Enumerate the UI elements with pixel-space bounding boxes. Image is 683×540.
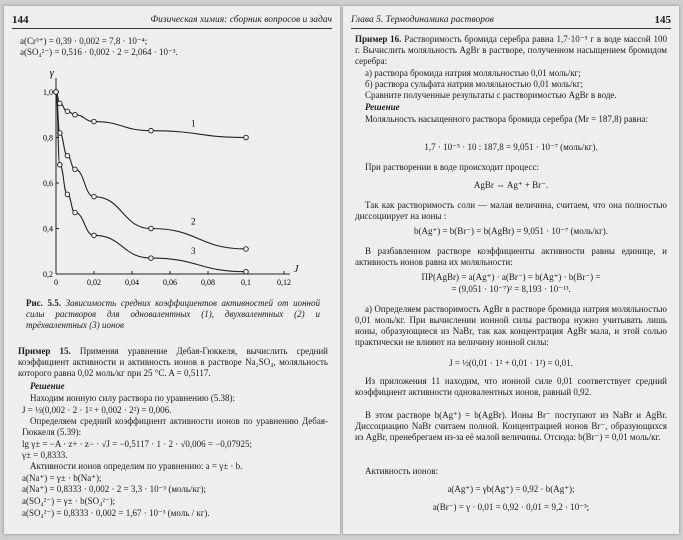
x-tick-label: 0 <box>54 278 58 287</box>
right-page-number: 145 <box>654 14 671 26</box>
right-f1: 1,7 · 10⁻⁵ · 10 : 187,8 = 9,051 · 10⁻⁷ (моль/кг). <box>424 142 598 152</box>
x-tick-label: 0,1 <box>241 278 251 287</box>
series-label-3: 3 <box>191 246 196 257</box>
x-axis-label: J <box>294 264 299 275</box>
right-running-title: Глава 5. Термодинамика растворов <box>351 15 494 25</box>
left-line-3: Определяем средний коэффициент активности ионов по уравнению Дебая-Гюккеля (5.39): <box>22 416 328 437</box>
figure-caption-text: Зависимость средних коэффициентов активностей от ионной силы растворов для одновалентных (1), двухвалентных (2) и трёхвалентных (3) ионов <box>26 298 321 330</box>
data-point <box>149 256 154 261</box>
left-page-number: 144 <box>12 14 29 26</box>
problem-15-label: Пример 15. <box>18 346 71 356</box>
y-tick-label: 1,0 <box>43 88 53 97</box>
formula-so4: a(SO₄²⁻) = 0,516 · 0,002 · 2 = 2,064 · 10⁻³. <box>20 47 178 57</box>
y-tick-label: 0,6 <box>43 179 53 188</box>
right-p8: Активность ионов: <box>365 466 438 476</box>
right-header <box>351 14 671 29</box>
figure-caption-label: Рис. 5.5. <box>26 298 61 308</box>
left-line-5: γ± = 0,8333. <box>22 450 68 460</box>
right-p7: В этом растворе b(Ag⁺) = b(AgBr). Ионы Br⁻ поступают из NaBr и AgBr. Диссоциацию NaBr считаем полной. Концентрацией ионов Br⁻, образующихся из AgBr, пренебрегаем из-за её малой величины. Отсюда: b(Br⁻) = 0,01 моль/кг. <box>355 410 667 442</box>
data-point <box>149 226 154 231</box>
series-label-1: 1 <box>191 118 196 129</box>
figure-caption <box>26 298 320 331</box>
data-point <box>244 247 249 252</box>
problem-16-item-b: б) раствора сульфата натрия моляльностью 0,01 моль/кг; <box>365 79 584 89</box>
x-tick-label: 0,04 <box>125 278 139 287</box>
right-p1: Моляльность насыщенного раствора бромида серебра (Mr = 187,8) равна: <box>365 114 648 124</box>
left-line-6: Активности ионов определим по уравнению: a = γ± · b. <box>30 461 243 471</box>
right-p6: Из приложения 11 находим, что ионной силе 0,01 соответствует средний коэффициент активности одновалентных ионов, равный 0,92. <box>355 376 667 397</box>
data-point <box>58 163 63 168</box>
data-point <box>244 135 249 140</box>
data-point <box>73 210 78 215</box>
x-tick-label: 0,06 <box>163 278 177 287</box>
problem-16-label: Пример 16. <box>355 34 402 44</box>
right-p3: Так как растворимость соли — малая величина, считаем, что она полностью диссоциирует на ионы : <box>355 200 667 221</box>
problem-16-text: Растворимость бромида серебра равна 1,7·10⁻⁵ г в воде массой 100 г. Вычислить моляльность AgBr в растворе, полученном насыщением бромидом серебра: <box>355 34 667 66</box>
data-point <box>73 112 78 117</box>
data-point <box>54 90 59 95</box>
y-tick-label: 0,2 <box>43 270 53 279</box>
data-point <box>65 192 70 197</box>
left-page <box>4 6 340 534</box>
problem-16-item-a: а) раствора бромида натрия моляльностью 0,01 моль/кг; <box>365 68 581 78</box>
left-line-4: lg γ± = −A · z+ · z− · √J = −0,5117 · 1 · 2 · √0,006 = −0,07925; <box>22 439 253 449</box>
right-p5: а) Определяем растворимость AgBr в растворе бромида натрия моляльностью 0,01 моль/кг. При вычислении ионной силы раствора нужно учитывать лишь ионы, образующиеся из NaBr, так как концентрация AgBr мала, и этой солью практически не влияют на величину ионной силы: <box>355 304 667 347</box>
series-line-2 <box>56 92 246 249</box>
y-axis-label: γ <box>49 67 54 79</box>
problem-15-text: Применяя уравнение Дебая-Гюккеля, вычислить средний коэффициент активности и активность ионов в растворе Na₂SO₄, моляльность которого равна 0,02 моль/кг при 25 °C. A = 0,5117. <box>18 346 328 378</box>
solution-heading-right: Решение <box>365 102 400 112</box>
formula-cr: a(Cr³⁺) = 0,39 · 0,002 = 7,8 · 10⁻⁴; <box>20 36 148 46</box>
right-p4: В разбавленном растворе коэффициенты активности равны единице, и активность ионов равна их моляльности: <box>355 246 667 267</box>
right-f4b: = (9,051 · 10⁻⁷)² = 8,193 · 10⁻¹³. <box>451 284 571 294</box>
problem-16-note: Сравните полученные результаты с растворимостью AgBr в воде. <box>365 90 617 100</box>
x-tick-label: 0,12 <box>277 278 291 287</box>
left-line-8: a(Na⁺) = 0,8333 · 0,002 · 2 = 3,3 · 10⁻³ (моль/кг); <box>22 484 207 494</box>
problem-16 <box>355 34 667 67</box>
left-line-9: a(SO₄²⁻) = γ± · b(SO₄²⁻); <box>22 496 116 506</box>
left-line-10: a(SO₄²⁻) = 0,8333 · 0,002 = 1,67 · 10⁻³ (моль / кг). <box>22 508 210 518</box>
data-point <box>65 109 70 114</box>
left-line-7: a(Na⁺) = γ± · b(Na⁺); <box>22 473 102 483</box>
right-f5: J = ½(0,01 · 1² + 0,01 · 1²) = 0,01. <box>449 358 573 368</box>
left-line-2: J = ½(0,002 · 2 · 1² + 0,002 · 2²) = 0,006. <box>22 405 172 415</box>
left-running-title: Физическая химия: сборник вопросов и задач <box>150 15 332 25</box>
data-point <box>92 194 97 199</box>
data-point <box>92 233 97 238</box>
data-point <box>65 153 70 158</box>
data-point <box>58 101 63 106</box>
data-point <box>92 119 97 124</box>
data-point <box>244 269 249 274</box>
right-f4a: ПР(AgBr) = a(Ag⁺) · a(Br⁻) = b(Ag⁺) · b(Br⁻) = <box>421 272 601 282</box>
data-point <box>73 167 78 172</box>
problem-15 <box>18 346 328 379</box>
right-f3: b(Ag⁺) = b(Br⁻) = b(AgBr) = 9,051 · 10⁻⁷ (моль/кг). <box>413 226 609 236</box>
y-tick-label: 0,4 <box>43 224 53 234</box>
x-tick-label: 0,08 <box>201 278 215 287</box>
right-page <box>343 6 679 534</box>
series-label-2: 2 <box>191 216 196 227</box>
right-f2: AgBr ⇔ Ag⁺ + Br⁻. <box>473 180 549 190</box>
right-f8a: a(Ag⁺) = γb(Ag⁺) = 0,92 · b(Ag⁺); <box>447 484 575 494</box>
right-p2: При растворении в воде происходит процесс: <box>365 162 539 172</box>
left-header <box>12 14 332 29</box>
y-tick-label: 0,8 <box>43 133 53 143</box>
left-line-1: Находим ионную силу раствора по уравнению (5.38): <box>30 393 236 403</box>
solution-heading-left: Решение <box>30 381 65 391</box>
right-f8b: a(Br⁻) = γ · 0,01 = 0,92 · 0,01 = 9,2 · 10⁻³; <box>432 502 590 512</box>
x-tick-label: 0,02 <box>87 278 101 287</box>
data-point <box>149 128 154 133</box>
activity-coefficient-chart <box>14 64 314 296</box>
